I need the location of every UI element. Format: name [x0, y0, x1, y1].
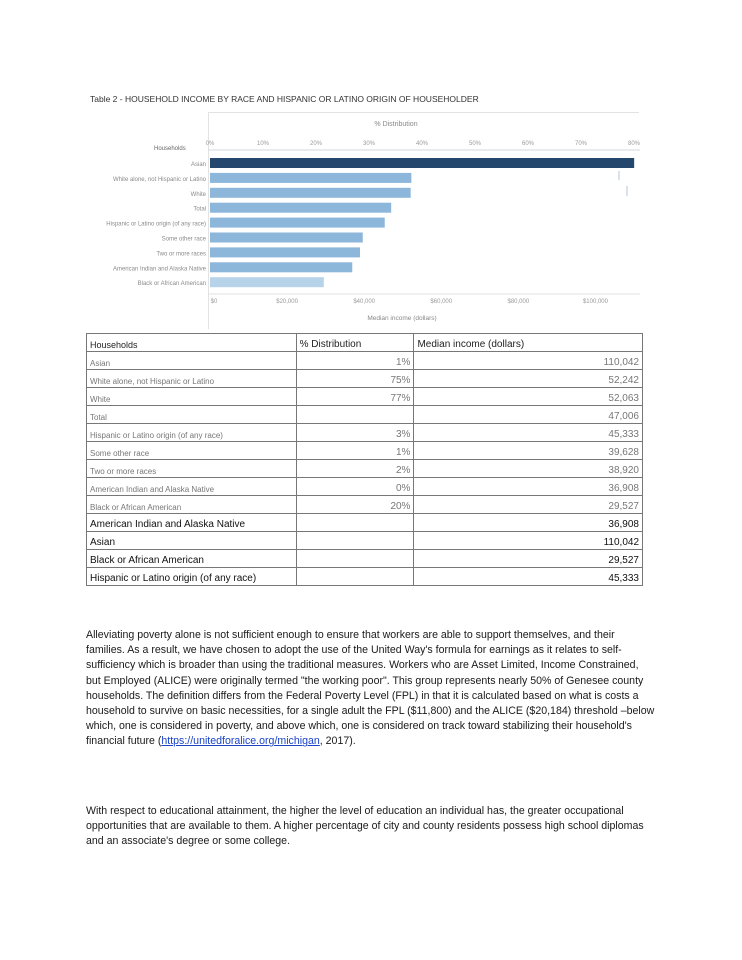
top-tick-label: 60% [521, 141, 535, 147]
cell-household: White [87, 388, 297, 406]
top-tick-label: 40% [415, 141, 429, 147]
bottom-tick-label: $100,000 [582, 299, 608, 305]
cell-median-income: 36,908 [414, 514, 643, 532]
bottom-tick-label: $0 [210, 299, 218, 305]
alice-link[interactable]: https://unitedforalice.org/michigan [161, 735, 320, 748]
chart-svg [86, 112, 642, 328]
table-caption: Table 2 - HOUSEHOLD INCOME BY RACE AND HISPANIC OR LATINO ORIGIN OF HOUSEHOLDER [90, 94, 479, 104]
top-tick-label: 0% [205, 141, 215, 147]
cell-household: Asian [87, 352, 297, 370]
table-body [87, 352, 643, 586]
category-label: Some other race [161, 236, 206, 243]
cell-household: American Indian and Alaska Native [87, 478, 297, 496]
header-households: Households [87, 334, 297, 352]
cell-distribution [296, 406, 414, 424]
top-tick-label: 10% [256, 141, 270, 147]
bar-4 [210, 218, 385, 228]
cell-household: Two or more races [87, 460, 297, 478]
bar-3 [210, 203, 391, 213]
bottom-tick-label: $40,000 [353, 299, 376, 305]
bar-5 [210, 233, 363, 243]
category-label: White [190, 191, 206, 198]
bottom-tick-label: $20,000 [276, 299, 298, 305]
table-row [87, 424, 643, 442]
table-row [87, 388, 643, 406]
cell-household: Black or African American [87, 496, 297, 514]
table-row [87, 370, 643, 388]
table-row [87, 568, 643, 586]
category-label: Two or more races [156, 251, 206, 258]
top-tick-label: 20% [309, 141, 323, 147]
category-label: Hispanic or Latino origin (of any race) [106, 221, 206, 228]
top-axis-title: % Distribution [374, 121, 418, 128]
income-bar-chart [86, 112, 642, 328]
cell-household: Total [87, 406, 297, 424]
bar-7 [210, 262, 352, 272]
top-tick-label: 30% [362, 141, 376, 147]
cell-median-income: 29,527 [414, 550, 643, 568]
table-row [87, 550, 643, 568]
category-label: Total [193, 206, 206, 213]
top-tick-label: 70% [574, 141, 588, 147]
cell-distribution: 20% [296, 496, 414, 514]
bar-6 [210, 247, 360, 257]
cell-distribution: 75% [296, 370, 414, 388]
cell-median-income: 52,242 [414, 370, 643, 388]
cell-median-income: 110,042 [414, 532, 643, 550]
cell-median-income: 45,333 [414, 424, 643, 442]
cell-household: Hispanic or Latino origin (of any race) [87, 568, 297, 586]
bar-8 [210, 277, 324, 287]
bar-1 [210, 173, 411, 183]
cell-distribution: 77% [296, 388, 414, 406]
paragraph-alice [86, 628, 656, 750]
cell-distribution: 2% [296, 460, 414, 478]
cell-distribution: 3% [296, 424, 414, 442]
table-row [87, 406, 643, 424]
top-tick-label: 50% [468, 141, 482, 147]
bottom-tick-label: $80,000 [507, 299, 530, 305]
cell-distribution: 1% [296, 352, 414, 370]
category-label: Black or African American [137, 281, 206, 288]
cell-median-income: 36,908 [414, 478, 643, 496]
header-median-income: Median income (dollars) [414, 334, 643, 352]
bottom-tick-label: $60,000 [430, 299, 453, 305]
cell-median-income: 39,628 [414, 442, 643, 460]
table-row [87, 532, 643, 550]
cell-median-income: 45,333 [414, 568, 643, 586]
cell-household: Some other race [87, 442, 297, 460]
cell-median-income: 110,042 [414, 352, 643, 370]
paragraph-education: With respect to educational attainment, the higher the level of education an individual has, the greater occupational opportunities that are available to them. A higher percentage of city and county residents possess high school diplomas and an associate's degree or some college. [86, 805, 644, 848]
table-row [87, 352, 643, 370]
category-label: Asian [190, 162, 206, 168]
cell-distribution: 1% [296, 442, 414, 460]
cell-distribution: 0% [296, 478, 414, 496]
income-table [86, 333, 643, 586]
cell-distribution [296, 568, 414, 586]
category-label: American Indian and Alaska Native [112, 266, 206, 273]
table-row [87, 496, 643, 514]
top-tick-label: 80% [627, 141, 641, 147]
bar-0 [210, 158, 634, 168]
cell-distribution [296, 532, 414, 550]
cell-median-income: 29,527 [414, 496, 643, 514]
header-distribution: % Distribution [296, 334, 414, 352]
cell-median-income: 38,920 [414, 460, 643, 478]
paragraph-alice-text: Alleviating poverty alone is not sufficient enough to ensure that workers are able to support themselves, and their families. As a result, we have chosen to adopt the use of the United Way's formula for earnings as it relates to self-sufficiency which is broader than using the traditional measures. Workers who are Asset Limited, Income Constrained, but Employed (ALICE) were originally termed "the working poor". This group represents nearly 50% of Genesee county households. The definition differs from the Federal Poverty Level (FPL) in that it is calculated based on what is costs a household to survive on basic necessities, for a single adult the FPL ($11,800) and the ALICE ($20,184) threshold –below which, one is considered in poverty, and above which, one is considered on track toward stabilizing their household's financial future ( [86, 629, 655, 748]
y-axis-title: Households [154, 146, 186, 152]
cell-distribution [296, 550, 414, 568]
cell-median-income: 47,006 [414, 406, 643, 424]
cell-household: American Indian and Alaska Native [87, 514, 297, 532]
cell-distribution [296, 514, 414, 532]
table-header-row [87, 334, 643, 352]
cell-household: Asian [87, 532, 297, 550]
bar-2 [210, 188, 411, 198]
table-row [87, 514, 643, 532]
cell-household: White alone, not Hispanic or Latino [87, 370, 297, 388]
table-row [87, 460, 643, 478]
cell-household: Hispanic or Latino origin (of any race) [87, 424, 297, 442]
cell-median-income: 52,063 [414, 388, 643, 406]
cell-household: Black or African American [87, 550, 297, 568]
table-row [87, 442, 643, 460]
paragraph-alice-tail: , 2017). [319, 735, 356, 748]
bottom-axis-title: Median income (dollars) [367, 315, 437, 322]
table-row [87, 478, 643, 496]
category-label: White alone, not Hispanic or Latino [112, 176, 206, 183]
